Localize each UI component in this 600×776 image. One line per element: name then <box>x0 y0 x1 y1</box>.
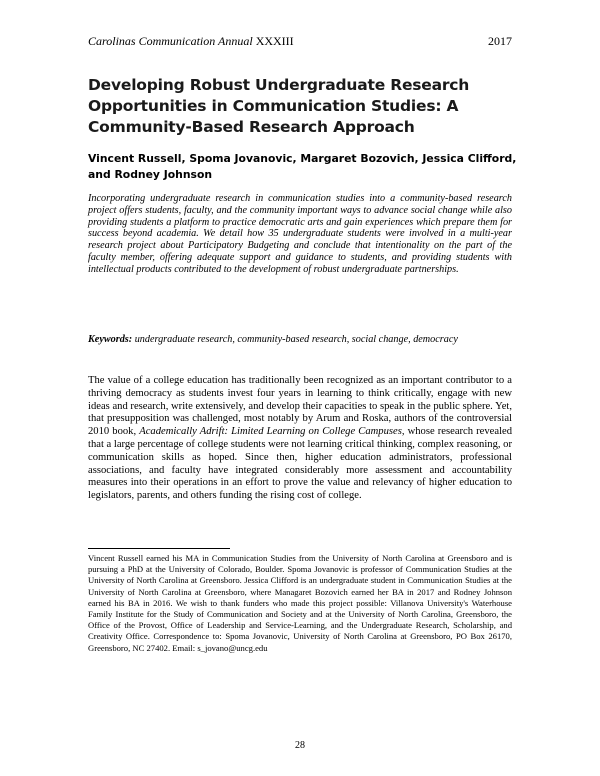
abstract: Incorporating undergraduate research in communication studies into a community-based research project offers students, faculty, and the community important ways to advance social change while also providing students a platform to practice democratic arts and gain experiences which prepare them for success beyond academia. We detail how 35 undergraduate students were involved in a multi-year research project about Participatory Budgeting and conclude that intentionality on the part of the faculty member, offering adequate support and guidance to students, and providing students with intellectual products contributed to the development of robust undergraduate partnerships. <box>88 193 512 275</box>
author-footnote: Vincent Russell earned his MA in Communication Studies from the University of North Carolina at Greensboro and is pursuing a PhD at the University of Colorado, Boulder. Spoma Jovanovic is professor of Communication Studies at the University of North Carolina at Greensboro. Jessica Clifford is an undergraduate student in Communication Studies at the University of North Carolina at Greensboro, where Managaret Bozovich earned her BA in 2017 and Rodney Johnson earned his BA in 2016. We wish to thank funders who made this project possible: Villanova University's Waterhouse Family Institute for the Study of Communication and Society and at the University of North Carolina, Greensboro, the Office of the Provost, Office of Leadership and Service-Learning, and the Undergraduate Research, Scholarship, and Creativity Office. Correspondence to: Spoma Jovanovic, University of North Carolina at Greensboro, PO Box 26170, Greensboro, NC 27402. Email: s_jovano@uncg.edu <box>88 553 512 653</box>
footnote-divider <box>88 548 230 549</box>
keywords-label: Keywords: <box>88 334 133 345</box>
article-title: Developing Robust Undergraduate Research Opportunities in Communication Studies: A Community-Based Research Approach <box>88 76 470 136</box>
keywords-text: undergraduate research, community-based research, social change, democracy <box>134 334 458 345</box>
book-title: Academically Adrift: Limited Learning on College Campuses, <box>139 426 405 438</box>
page-number: 28 <box>295 740 305 751</box>
author-list: Vincent Russell, Spoma Jovanovic, Margaret Bozovich, Jessica Clifford, and Rodney Johnson <box>88 152 517 181</box>
journal-volume: XXXIII <box>255 34 294 48</box>
body-paragraph: The value of a college education has traditionally been recognized as an important contributor to a thriving democracy as students invest four years in learning to think critically, engage with new ideas and research, write extensively, and develop their capacities to speak in the public sphere. Yet, that presupposition was challenged, most notably by Arum and Roska, authors of the controversial 2010 book, Academically Adrift: Limited Learning on College Campuses, whose research revealed that a large percentage of college students were not learning critical thinking, complex reasoning, or communication skills as hoped. Since then, higher education administrators, professional associations, and faculty have integrated considerably more assessment and accountability measures into their operations in an effort to prove the value and relevancy of higher education to legislators, parents, and others funding the rising cost of college. <box>88 375 513 502</box>
keywords <box>88 334 512 346</box>
running-header <box>88 34 512 50</box>
journal-name: Carolinas Communication Annual XXXIII <box>88 34 294 48</box>
publication-year: 2017 <box>488 34 512 48</box>
